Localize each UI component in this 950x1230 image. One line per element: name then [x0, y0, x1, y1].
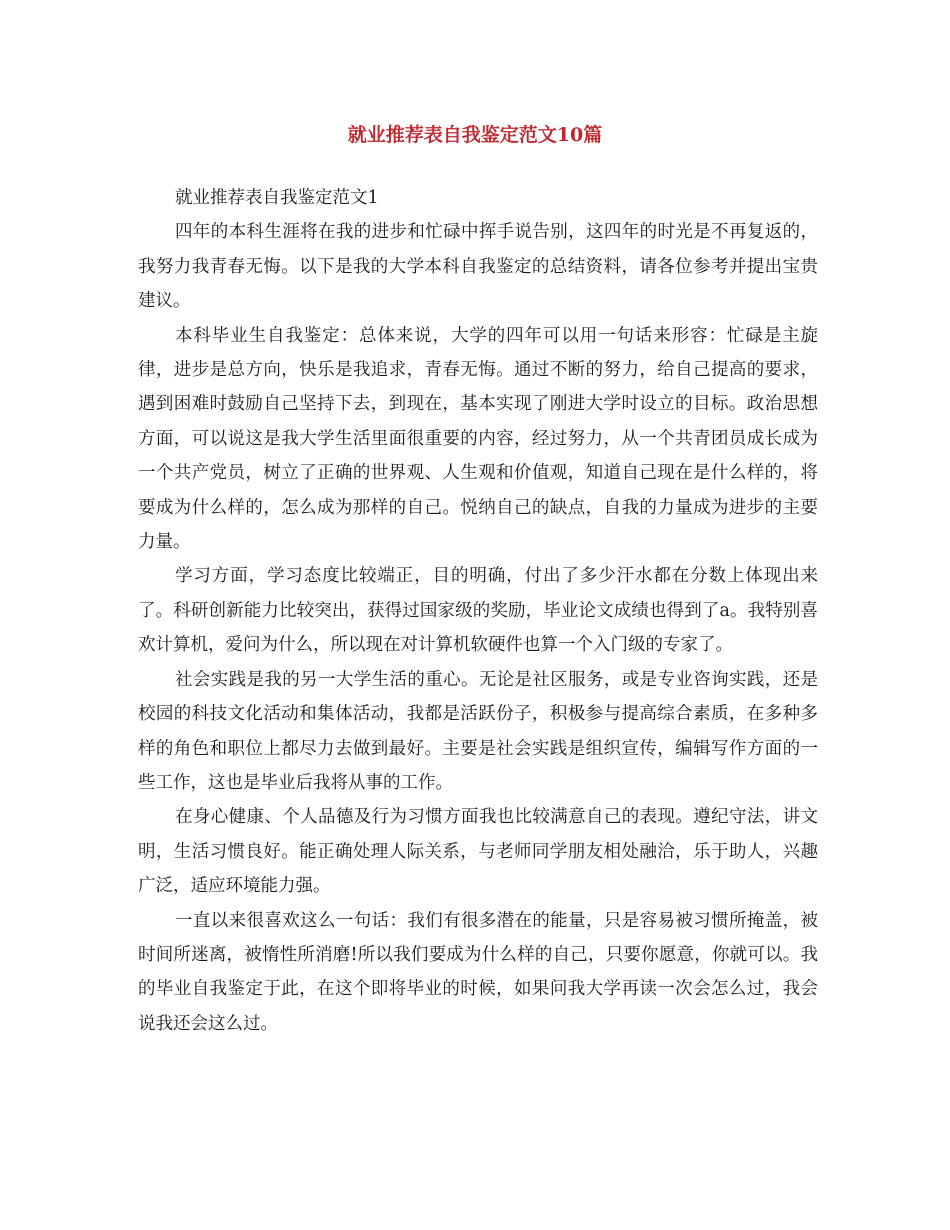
- paragraph-conclusion: 一直以来很喜欢这么一句话：我们有很多潜在的能量，只是容易被习惯所掩盖，被时间所迷离，被惰性所消磨!所以我们要成为什么样的自己，只要你愿意，你就可以。我的毕业自我鉴定于此，在这个即将毕业的时候，如果问我大学再读一次会怎么过，我会说我还会这么过。: [138, 910, 818, 1034]
- paragraph-study: 学习方面，学习态度比较端正，目的明确，付出了多少汗水都在分数上体现出来了。科研创新能力比较突出，获得过国家级的奖励，毕业论文成绩也得到了a。我特别喜欢计算机，爱问为什么，所以现在对计算机软硬件也算一个入门级的专家了。: [138, 566, 818, 656]
- paragraph-overview: 本科毕业生自我鉴定：总体来说，大学的四年可以用一句话来形容：忙碌是主旋律，进步是总方向，快乐是我追求，青春无悔。通过不断的努力，给自己提高的要求，遇到困难时鼓励自己坚持下去，到现在，基本实现了刚进大学时设立的目标。政治思想方面，可以说这是我大学生活里面很重要的内容，经过努力，从一个共青团员成长成为一个共产党员，树立了正确的世界观、人生观和价值观，知道自己现在是什么样的，将要成为什么样的，怎么成为那样的自己。悦纳自己的缺点，自我的力量成为进步的主要力量。: [138, 325, 818, 553]
- paragraph-health-character: 在身心健康、个人品德及行为习惯方面我也比较满意自己的表现。遵纪守法，讲文明，生活习惯良好。能正确处理人际关系，与老师同学朋友相处融洽，乐于助人，兴趣广泛，适应环境能力强。: [138, 807, 818, 897]
- paragraph-intro: 四年的本科生涯将在我的进步和忙碌中挥手说告别，这四年的时光是不再复返的，我努力我青春无悔。以下是我的大学本科自我鉴定的总结资料，请各位参考并提出宝贵建议。: [138, 222, 818, 312]
- paragraph-social-practice: 社会实践是我的另一大学生活的重心。无论是社区服务，或是专业咨询实践，还是校园的科技文化活动和集体活动，我都是活跃份子，积极参与提高综合素质，在多种多样的角色和职位上都尽力去做到最好。主要是社会实践是组织宣传，编辑写作方面的一些工作，这也是毕业后我将从事的工作。: [138, 669, 818, 793]
- document-body: [138, 181, 818, 1041]
- document-title: 就业推荐表自我鉴定范文10篇: [347, 124, 603, 146]
- section-heading: 就业推荐表自我鉴定范文1: [175, 188, 379, 208]
